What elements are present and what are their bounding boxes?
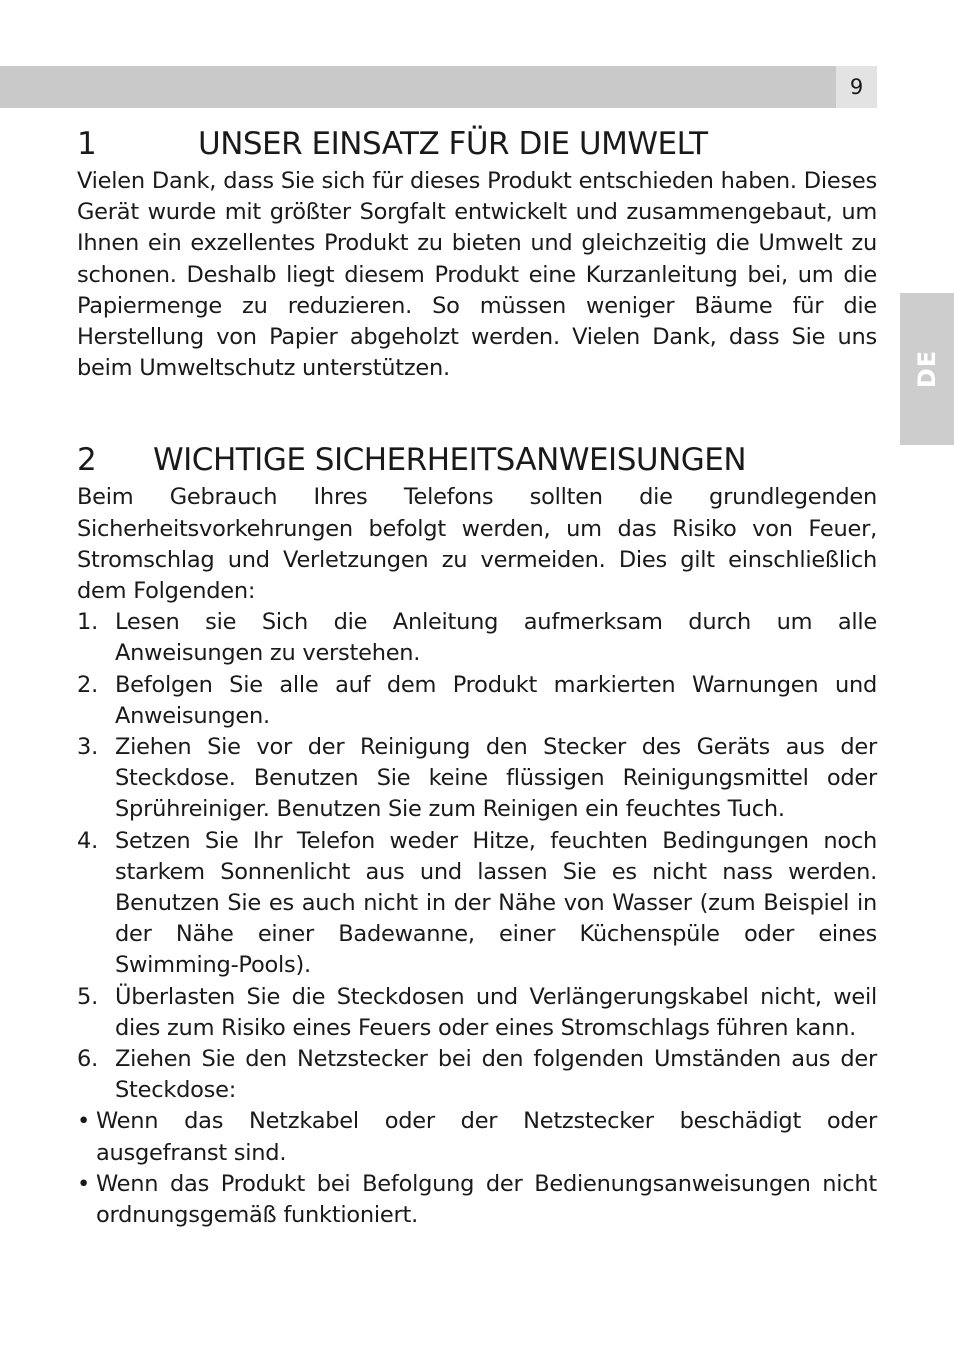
list-item	[77, 670, 877, 732]
bullet-item	[77, 1169, 877, 1231]
header-bar	[0, 66, 836, 108]
list-item-text: Befolgen Sie alle auf dem Produkt markierten Warnungen und Anweisungen.	[115, 671, 877, 729]
section-2-number: 2	[77, 442, 97, 479]
list-item-number: 4.	[77, 827, 98, 854]
list-item-number: 6.	[77, 1046, 98, 1073]
list-item-number: 2.	[77, 671, 98, 698]
section-2-title: WICHTIGE SICHERHEITSANWEISUNGEN	[153, 442, 747, 479]
section-1-title: UNSER EINSATZ FÜR DIE UMWELT	[198, 126, 708, 162]
language-tab	[900, 293, 954, 445]
section-1-number: 1	[77, 126, 97, 162]
list-item	[77, 607, 877, 669]
page-content	[77, 122, 877, 1231]
list-item	[77, 1044, 877, 1106]
bullet-marker: •	[77, 1170, 91, 1197]
section-gap	[77, 384, 877, 438]
list-item-number: 3.	[77, 734, 98, 761]
unplug-conditions-list	[77, 1106, 877, 1231]
page-number: 9	[836, 66, 877, 108]
list-item-text: Lesen sie Sich die Anleitung aufmerksam durch um alle Anweisungen zu verstehen.	[115, 609, 877, 667]
bullet-marker: •	[77, 1108, 91, 1135]
list-item-text: Ziehen Sie den Netzstecker bei den folgenden Umständen aus der Steckdose:	[115, 1046, 877, 1104]
list-item-number: 1.	[77, 609, 98, 636]
section-2-intro: Beim Gebrauch Ihres Telefons sollten die grundlegenden Sicherheitsvorkehrungen befolgt werden, um das Risiko von Feuer, Stromschlag und Verletzungen zu vermeiden. Dies gilt einschließlich dem Folgenden:	[77, 484, 877, 605]
section-1-body: Vielen Dank, dass Sie sich für dieses Produkt entschieden haben. Dieses Gerät wurde mit größter Sorgfalt entwickelt und zusammengebaut, um Ihnen ein exzellentes Produkt zu bieten und gleichzeitig die Umwelt zu schonen. Deshalb liegt diesem Produkt eine Kurzanleitung bei, um die Papiermenge zu reduzieren. So müssen weniger Bäume für die Herstellung von Papier abgeholzt werden. Vielen Dank, dass Sie uns beim Umweltschutz unterstützen.	[77, 168, 877, 382]
safety-instruction-list	[77, 607, 877, 1106]
list-item-text: Setzen Sie Ihr Telefon weder Hitze, feuchten Bedingungen noch starkem Sonnenlicht aus und lassen Sie es nicht nass werden. Benutzen Sie es auch nicht in der Nähe von Wasser (zum Beispiel in der Nähe einer Badewanne, einer Küchenspüle oder eines Swimming-Pools).	[115, 827, 877, 979]
list-item-text: Überlasten Sie die Steckdosen und Verlängerungskabel nicht, weil dies zum Risiko eines Feuers oder eines Stromschlags führen kann.	[115, 983, 877, 1041]
language-tab-label: DE	[913, 349, 941, 389]
section-2-heading	[77, 438, 877, 482]
list-item-number: 5.	[77, 983, 98, 1010]
list-item	[77, 982, 877, 1044]
list-item-text: Ziehen Sie vor der Reinigung den Stecker des Geräts aus der Steckdose. Benutzen Sie keine flüssigen Reinigungsmittel oder Sprühreiniger. Benutzen Sie zum Reinigen ein feuchtes Tuch.	[115, 734, 877, 823]
bullet-item	[77, 1106, 877, 1168]
bullet-item-text: Wenn das Netzkabel oder der Netzstecker beschädigt oder ausgefranst sind.	[96, 1108, 877, 1166]
bullet-item-text: Wenn das Produkt bei Befolgung der Bedienungsanweisungen nicht ordnungsgemäß funktioniert.	[96, 1170, 877, 1229]
list-item	[77, 732, 877, 826]
section-1-heading	[77, 122, 877, 166]
list-item	[77, 826, 877, 982]
